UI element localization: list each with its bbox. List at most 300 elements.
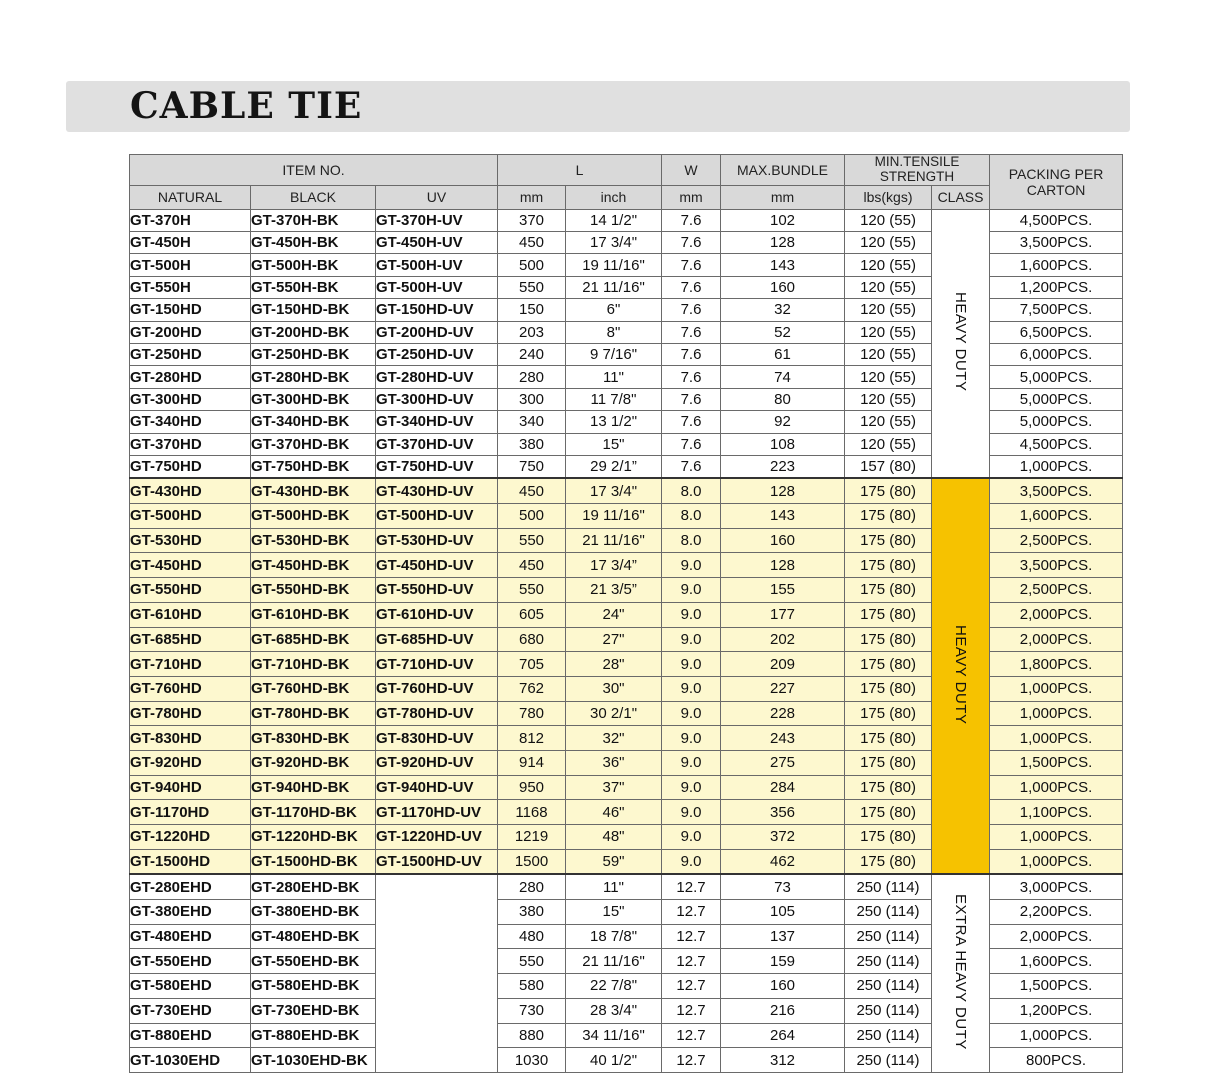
cell-black: GT-920HD-BK — [251, 750, 376, 775]
cell-uv: GT-200HD-UV — [376, 321, 498, 343]
uv-blank-cell — [376, 874, 498, 1072]
cell-uv: GT-1170HD-UV — [376, 800, 498, 825]
cell-packing: 2,500PCS. — [990, 528, 1123, 553]
cell-w-mm: 9.0 — [662, 627, 721, 652]
section-heavy-duty — [130, 209, 1123, 478]
cell-l-inch: 9 7/16" — [566, 344, 662, 366]
cell-black: GT-750HD-BK — [251, 455, 376, 478]
cell-l-mm: 370 — [498, 209, 566, 231]
cell-packing: 3,500PCS. — [990, 478, 1123, 503]
cell-bundle-mm: 61 — [721, 344, 845, 366]
cell-l-mm: 380 — [498, 433, 566, 455]
title-banner — [66, 81, 1130, 132]
cell-l-mm: 500 — [498, 504, 566, 529]
cell-natural: GT-710HD — [130, 652, 251, 677]
cell-bundle-mm: 462 — [721, 849, 845, 874]
cell-bundle-mm: 312 — [721, 1048, 845, 1073]
cell-tensile: 250 (114) — [845, 900, 932, 925]
cell-packing: 1,600PCS. — [990, 949, 1123, 974]
cell-l-mm: 480 — [498, 924, 566, 949]
cell-bundle-mm: 52 — [721, 321, 845, 343]
cell-bundle-mm: 223 — [721, 455, 845, 478]
cell-black: GT-280EHD-BK — [251, 874, 376, 899]
cell-black: GT-580EHD-BK — [251, 974, 376, 999]
header-item-no: ITEM NO. — [130, 155, 498, 186]
cell-w-mm: 7.6 — [662, 344, 721, 366]
cell-l-mm: 950 — [498, 775, 566, 800]
cell-bundle-mm: 275 — [721, 750, 845, 775]
cell-w-mm: 7.6 — [662, 321, 721, 343]
cell-packing: 1,000PCS. — [990, 825, 1123, 850]
cell-l-inch: 14 1/2" — [566, 209, 662, 231]
cell-uv: GT-340HD-UV — [376, 411, 498, 433]
cell-packing: 4,500PCS. — [990, 209, 1123, 231]
cell-bundle-mm: 159 — [721, 949, 845, 974]
cell-uv: GT-430HD-UV — [376, 478, 498, 503]
cell-natural: GT-500HD — [130, 504, 251, 529]
cell-bundle-mm: 128 — [721, 553, 845, 578]
cell-l-inch: 24" — [566, 602, 662, 627]
cell-packing: 6,500PCS. — [990, 321, 1123, 343]
cell-l-mm: 780 — [498, 701, 566, 726]
cell-natural: GT-530HD — [130, 528, 251, 553]
cell-bundle-mm: 160 — [721, 974, 845, 999]
cell-w-mm: 12.7 — [662, 900, 721, 925]
section-extra-heavy-duty — [130, 874, 1123, 1072]
cell-w-mm: 8.0 — [662, 528, 721, 553]
cell-uv: GT-370HD-UV — [376, 433, 498, 455]
cell-tensile: 175 (80) — [845, 553, 932, 578]
cell-l-mm: 680 — [498, 627, 566, 652]
header-w-mm: mm — [662, 185, 721, 209]
class-cell — [932, 478, 990, 874]
cell-natural: GT-370HD — [130, 433, 251, 455]
cell-l-inch: 21 11/16" — [566, 528, 662, 553]
cell-natural: GT-685HD — [130, 627, 251, 652]
header-max-bundle: MAX.BUNDLE — [721, 155, 845, 186]
cell-w-mm: 9.0 — [662, 652, 721, 677]
cell-l-inch: 21 11/16" — [566, 949, 662, 974]
cell-l-mm: 450 — [498, 478, 566, 503]
cell-l-inch: 36" — [566, 750, 662, 775]
cell-uv: GT-780HD-UV — [376, 701, 498, 726]
section-heavy-duty-yellow — [130, 478, 1123, 874]
cell-packing: 800PCS. — [990, 1048, 1123, 1073]
header-black: BLACK — [251, 185, 376, 209]
class-cell — [932, 209, 990, 478]
cell-l-inch: 32" — [566, 726, 662, 751]
cell-uv: GT-530HD-UV — [376, 528, 498, 553]
cell-w-mm: 12.7 — [662, 1048, 721, 1073]
cell-bundle-mm: 137 — [721, 924, 845, 949]
cell-natural: GT-370H — [130, 209, 251, 231]
cell-packing: 1,600PCS. — [990, 504, 1123, 529]
cell-w-mm: 9.0 — [662, 775, 721, 800]
cell-w-mm: 9.0 — [662, 800, 721, 825]
cell-bundle-mm: 202 — [721, 627, 845, 652]
header-min-tensile-text: MIN.TENSILE STRENGTH — [874, 154, 960, 184]
cell-tensile: 175 (80) — [845, 478, 932, 503]
cell-tensile: 120 (55) — [845, 254, 932, 276]
cell-w-mm: 8.0 — [662, 504, 721, 529]
cell-bundle-mm: 356 — [721, 800, 845, 825]
cell-w-mm: 7.6 — [662, 366, 721, 388]
header-packing — [990, 155, 1123, 210]
cell-natural: GT-760HD — [130, 676, 251, 701]
cell-uv: GT-500HD-UV — [376, 504, 498, 529]
cell-natural: GT-150HD — [130, 299, 251, 321]
cell-w-mm: 7.6 — [662, 388, 721, 410]
cell-black: GT-370HD-BK — [251, 433, 376, 455]
cell-l-mm: 1219 — [498, 825, 566, 850]
cell-black: GT-1500HD-BK — [251, 849, 376, 874]
cell-uv: GT-500H-UV — [376, 276, 498, 298]
cell-w-mm: 7.6 — [662, 232, 721, 254]
cell-l-inch: 19 11/16" — [566, 504, 662, 529]
cell-natural: GT-450HD — [130, 553, 251, 578]
cell-tensile: 120 (55) — [845, 411, 932, 433]
cell-natural: GT-1170HD — [130, 800, 251, 825]
cell-black: GT-685HD-BK — [251, 627, 376, 652]
cell-l-mm: 705 — [498, 652, 566, 677]
cell-l-inch: 28 3/4" — [566, 998, 662, 1023]
cell-natural: GT-550H — [130, 276, 251, 298]
cell-black: GT-780HD-BK — [251, 701, 376, 726]
cell-natural: GT-550HD — [130, 578, 251, 603]
cell-l-inch: 11 7/8" — [566, 388, 662, 410]
cell-bundle-mm: 155 — [721, 578, 845, 603]
cell-l-inch: 8" — [566, 321, 662, 343]
cell-w-mm: 12.7 — [662, 874, 721, 899]
cell-tensile: 120 (55) — [845, 366, 932, 388]
cell-tensile: 120 (55) — [845, 433, 932, 455]
cell-tensile: 250 (114) — [845, 1023, 932, 1048]
cell-tensile: 120 (55) — [845, 321, 932, 343]
cell-l-inch: 13 1/2" — [566, 411, 662, 433]
cell-black: GT-940HD-BK — [251, 775, 376, 800]
header-length: L — [498, 155, 662, 186]
cell-l-inch: 27" — [566, 627, 662, 652]
cell-l-mm: 550 — [498, 528, 566, 553]
cell-black: GT-550HD-BK — [251, 578, 376, 603]
cell-tensile: 250 (114) — [845, 874, 932, 899]
cell-tensile: 175 (80) — [845, 825, 932, 850]
cell-natural: GT-300HD — [130, 388, 251, 410]
header-min-tensile — [845, 155, 990, 186]
cell-black: GT-610HD-BK — [251, 602, 376, 627]
cell-l-mm: 730 — [498, 998, 566, 1023]
cell-black: GT-340HD-BK — [251, 411, 376, 433]
cell-tensile: 175 (80) — [845, 504, 932, 529]
cell-l-mm: 1030 — [498, 1048, 566, 1073]
cell-black: GT-280HD-BK — [251, 366, 376, 388]
cell-uv: GT-280HD-UV — [376, 366, 498, 388]
cell-bundle-mm: 143 — [721, 504, 845, 529]
cell-uv: GT-920HD-UV — [376, 750, 498, 775]
cell-bundle-mm: 105 — [721, 900, 845, 925]
cell-natural: GT-940HD — [130, 775, 251, 800]
cell-packing: 2,500PCS. — [990, 578, 1123, 603]
cell-uv: GT-450H-UV — [376, 232, 498, 254]
cell-l-mm: 450 — [498, 553, 566, 578]
header-uv: UV — [376, 185, 498, 209]
cell-l-mm: 550 — [498, 276, 566, 298]
cell-l-inch: 11" — [566, 366, 662, 388]
cell-w-mm: 12.7 — [662, 998, 721, 1023]
cell-uv: GT-760HD-UV — [376, 676, 498, 701]
cell-tensile: 175 (80) — [845, 578, 932, 603]
cell-w-mm: 9.0 — [662, 578, 721, 603]
cell-packing: 2,000PCS. — [990, 602, 1123, 627]
cell-uv: GT-685HD-UV — [376, 627, 498, 652]
cell-bundle-mm: 108 — [721, 433, 845, 455]
cell-packing: 3,500PCS. — [990, 553, 1123, 578]
cell-tensile: 175 (80) — [845, 800, 932, 825]
cable-tie-spec-table — [129, 154, 1123, 1073]
cell-l-inch: 46" — [566, 800, 662, 825]
cell-w-mm: 12.7 — [662, 1023, 721, 1048]
cell-black: GT-550H-BK — [251, 276, 376, 298]
cell-l-inch: 17 3/4" — [566, 232, 662, 254]
cell-tensile: 175 (80) — [845, 627, 932, 652]
cell-w-mm: 9.0 — [662, 676, 721, 701]
cell-packing: 1,200PCS. — [990, 998, 1123, 1023]
cell-l-inch: 59" — [566, 849, 662, 874]
header-bundle-mm: mm — [721, 185, 845, 209]
cell-natural: GT-200HD — [130, 321, 251, 343]
cell-bundle-mm: 264 — [721, 1023, 845, 1048]
cell-l-inch: 40 1/2" — [566, 1048, 662, 1073]
cell-black: GT-150HD-BK — [251, 299, 376, 321]
cell-bundle-mm: 216 — [721, 998, 845, 1023]
cell-l-inch: 22 7/8" — [566, 974, 662, 999]
header-l-inch: inch — [566, 185, 662, 209]
cell-natural: GT-430HD — [130, 478, 251, 503]
cell-bundle-mm: 128 — [721, 232, 845, 254]
cell-packing: 5,000PCS. — [990, 388, 1123, 410]
cell-bundle-mm: 128 — [721, 478, 845, 503]
table-row — [130, 209, 1123, 231]
cell-packing: 3,000PCS. — [990, 874, 1123, 899]
cell-packing: 1,000PCS. — [990, 676, 1123, 701]
cell-l-mm: 203 — [498, 321, 566, 343]
cell-packing: 1,800PCS. — [990, 652, 1123, 677]
cell-natural: GT-920HD — [130, 750, 251, 775]
cell-tensile: 175 (80) — [845, 849, 932, 874]
class-label: HEAVY DUTY — [952, 625, 970, 725]
cell-bundle-mm: 372 — [721, 825, 845, 850]
cell-tensile: 120 (55) — [845, 209, 932, 231]
cell-packing: 3,500PCS. — [990, 232, 1123, 254]
cell-l-inch: 6" — [566, 299, 662, 321]
cell-bundle-mm: 143 — [721, 254, 845, 276]
cell-l-mm: 605 — [498, 602, 566, 627]
cell-l-mm: 150 — [498, 299, 566, 321]
cell-l-mm: 812 — [498, 726, 566, 751]
cell-l-inch: 34 11/16" — [566, 1023, 662, 1048]
cell-l-inch: 30" — [566, 676, 662, 701]
cell-l-mm: 300 — [498, 388, 566, 410]
cell-uv: GT-450HD-UV — [376, 553, 498, 578]
cell-natural: GT-730EHD — [130, 998, 251, 1023]
cell-packing: 1,500PCS. — [990, 750, 1123, 775]
cell-uv: GT-370H-UV — [376, 209, 498, 231]
cell-l-mm: 1500 — [498, 849, 566, 874]
table-row — [130, 478, 1123, 503]
cell-uv: GT-710HD-UV — [376, 652, 498, 677]
cell-packing: 1,000PCS. — [990, 455, 1123, 478]
cell-natural: GT-250HD — [130, 344, 251, 366]
cell-packing: 1,000PCS. — [990, 726, 1123, 751]
cell-natural: GT-610HD — [130, 602, 251, 627]
cell-black: GT-530HD-BK — [251, 528, 376, 553]
cell-black: GT-830HD-BK — [251, 726, 376, 751]
cell-uv: GT-500H-UV — [376, 254, 498, 276]
cell-bundle-mm: 73 — [721, 874, 845, 899]
cell-w-mm: 12.7 — [662, 974, 721, 999]
cell-l-mm: 240 — [498, 344, 566, 366]
cell-uv: GT-1500HD-UV — [376, 849, 498, 874]
cell-packing: 5,000PCS. — [990, 366, 1123, 388]
cell-bundle-mm: 102 — [721, 209, 845, 231]
cell-natural: GT-340HD — [130, 411, 251, 433]
cell-tensile: 250 (114) — [845, 1048, 932, 1073]
cell-l-mm: 914 — [498, 750, 566, 775]
cell-w-mm: 7.6 — [662, 299, 721, 321]
header-packing-text: PACKING PER CARTON — [1008, 165, 1104, 198]
cell-black: GT-500HD-BK — [251, 504, 376, 529]
class-cell — [932, 874, 990, 1072]
cell-natural: GT-500H — [130, 254, 251, 276]
cell-w-mm: 7.6 — [662, 209, 721, 231]
cell-uv: GT-550HD-UV — [376, 578, 498, 603]
cell-l-mm: 580 — [498, 974, 566, 999]
cell-black: GT-430HD-BK — [251, 478, 376, 503]
cell-l-inch: 37" — [566, 775, 662, 800]
cell-natural: GT-1220HD — [130, 825, 251, 850]
cell-l-mm: 500 — [498, 254, 566, 276]
cell-black: GT-450HD-BK — [251, 553, 376, 578]
cell-w-mm: 12.7 — [662, 949, 721, 974]
cell-bundle-mm: 32 — [721, 299, 845, 321]
cell-natural: GT-380EHD — [130, 900, 251, 925]
cell-w-mm: 9.0 — [662, 825, 721, 850]
cell-packing: 6,000PCS. — [990, 344, 1123, 366]
cell-natural: GT-1500HD — [130, 849, 251, 874]
header-l-mm: mm — [498, 185, 566, 209]
cell-l-inch: 11" — [566, 874, 662, 899]
cell-bundle-mm: 80 — [721, 388, 845, 410]
cell-l-inch: 21 11/16" — [566, 276, 662, 298]
cell-black: GT-730EHD-BK — [251, 998, 376, 1023]
cell-uv: GT-250HD-UV — [376, 344, 498, 366]
cell-l-inch: 28" — [566, 652, 662, 677]
cell-natural: GT-280EHD — [130, 874, 251, 899]
cell-tensile: 120 (55) — [845, 299, 932, 321]
cell-uv: GT-150HD-UV — [376, 299, 498, 321]
cell-l-inch: 17 3/4" — [566, 478, 662, 503]
cell-tensile: 120 (55) — [845, 388, 932, 410]
cell-natural: GT-780HD — [130, 701, 251, 726]
header-natural: NATURAL — [130, 185, 251, 209]
cell-natural: GT-830HD — [130, 726, 251, 751]
cell-l-mm: 340 — [498, 411, 566, 433]
cell-natural: GT-880EHD — [130, 1023, 251, 1048]
cell-packing: 4,500PCS. — [990, 433, 1123, 455]
cell-l-mm: 450 — [498, 232, 566, 254]
cell-black: GT-480EHD-BK — [251, 924, 376, 949]
cell-packing: 7,500PCS. — [990, 299, 1123, 321]
cell-tensile: 250 (114) — [845, 974, 932, 999]
cell-tensile: 250 (114) — [845, 949, 932, 974]
cell-black: GT-1030EHD-BK — [251, 1048, 376, 1073]
cell-l-mm: 1168 — [498, 800, 566, 825]
cell-packing: 1,000PCS. — [990, 775, 1123, 800]
cell-black: GT-760HD-BK — [251, 676, 376, 701]
cell-l-mm: 880 — [498, 1023, 566, 1048]
cell-w-mm: 7.6 — [662, 433, 721, 455]
cell-tensile: 120 (55) — [845, 276, 932, 298]
cell-w-mm: 9.0 — [662, 602, 721, 627]
cell-l-mm: 280 — [498, 366, 566, 388]
cell-natural: GT-1030EHD — [130, 1048, 251, 1073]
cell-bundle-mm: 243 — [721, 726, 845, 751]
header-width: W — [662, 155, 721, 186]
cell-w-mm: 9.0 — [662, 750, 721, 775]
cell-black: GT-880EHD-BK — [251, 1023, 376, 1048]
cell-black: GT-1220HD-BK — [251, 825, 376, 850]
cell-packing: 2,000PCS. — [990, 924, 1123, 949]
cell-packing: 1,500PCS. — [990, 974, 1123, 999]
cell-l-mm: 750 — [498, 455, 566, 478]
cell-w-mm: 7.6 — [662, 411, 721, 433]
cell-l-mm: 550 — [498, 578, 566, 603]
cell-packing: 1,000PCS. — [990, 1023, 1123, 1048]
cell-tensile: 250 (114) — [845, 924, 932, 949]
cell-packing: 1,200PCS. — [990, 276, 1123, 298]
cell-bundle-mm: 177 — [721, 602, 845, 627]
cell-w-mm: 12.7 — [662, 924, 721, 949]
cell-packing: 2,000PCS. — [990, 627, 1123, 652]
cell-bundle-mm: 227 — [721, 676, 845, 701]
cell-natural: GT-580EHD — [130, 974, 251, 999]
cell-l-mm: 280 — [498, 874, 566, 899]
cell-tensile: 175 (80) — [845, 701, 932, 726]
cell-tensile: 175 (80) — [845, 602, 932, 627]
cell-w-mm: 7.6 — [662, 455, 721, 478]
cell-natural: GT-480EHD — [130, 924, 251, 949]
cell-black: GT-710HD-BK — [251, 652, 376, 677]
cell-l-inch: 18 7/8" — [566, 924, 662, 949]
cell-uv: GT-300HD-UV — [376, 388, 498, 410]
cell-natural: GT-550EHD — [130, 949, 251, 974]
class-label: HEAVY DUTY — [952, 292, 970, 392]
cell-l-inch: 21 3/5” — [566, 578, 662, 603]
cell-natural: GT-750HD — [130, 455, 251, 478]
cell-black: GT-370H-BK — [251, 209, 376, 231]
cell-w-mm: 9.0 — [662, 726, 721, 751]
cell-l-mm: 762 — [498, 676, 566, 701]
cell-black: GT-380EHD-BK — [251, 900, 376, 925]
cell-bundle-mm: 92 — [721, 411, 845, 433]
cell-natural: GT-450H — [130, 232, 251, 254]
cell-w-mm: 8.0 — [662, 478, 721, 503]
cell-uv: GT-750HD-UV — [376, 455, 498, 478]
cell-tensile: 175 (80) — [845, 676, 932, 701]
cell-bundle-mm: 160 — [721, 276, 845, 298]
cell-w-mm: 9.0 — [662, 701, 721, 726]
cell-natural: GT-280HD — [130, 366, 251, 388]
